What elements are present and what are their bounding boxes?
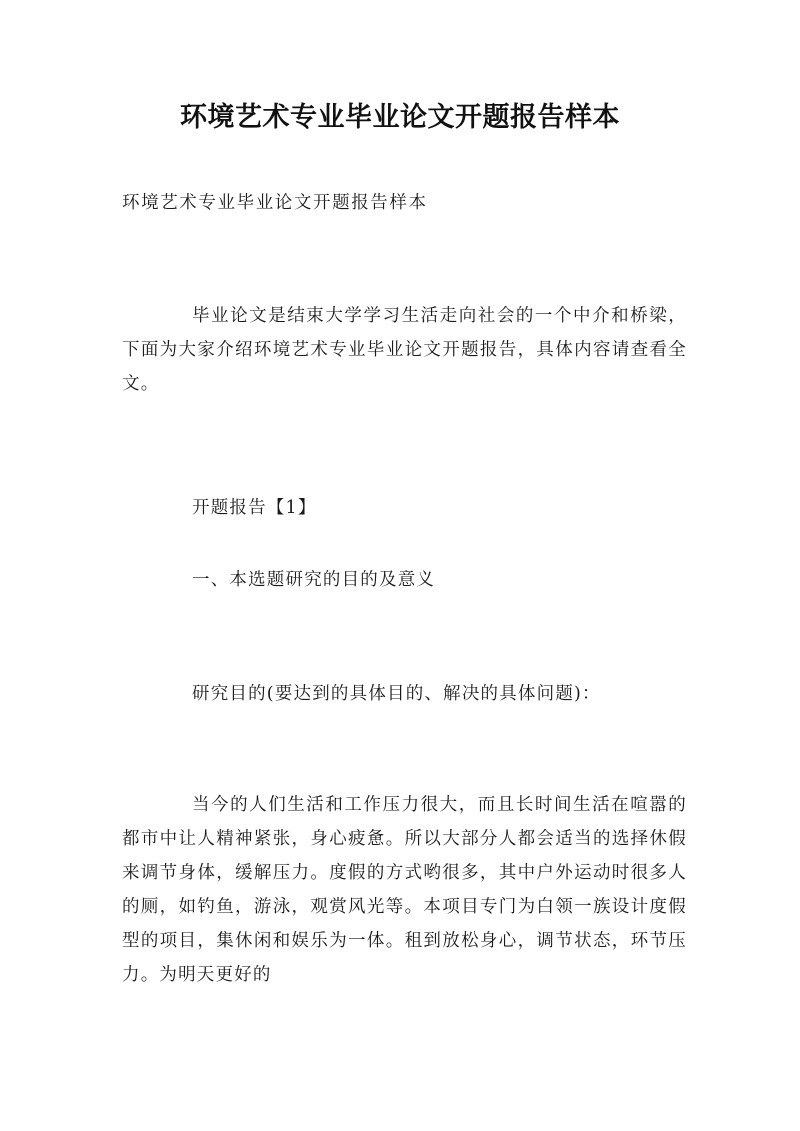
section-heading: 一、本选题研究的目的及意义 (192, 570, 436, 590)
purpose-paragraph: 当今的人们生活和工作压力很大，而且长时间生活在喧嚣的都市中让人精神紧张，身心疲惫。所以大部分人都会适当的选择休假来调节身体，缓解压力。度假的方式哟很多，其中户外运动时很多人的厕，如钓鱼，游泳，观赏风光等。本项目专门为白领一族设计度假型的项目，集休闲和娱乐为一体。租到放松身心，调节状态，环节压力。为明天更好的 (122, 795, 687, 985)
purpose-heading: 研究目的(要达到的具体目的、解决的具体问题)： (192, 684, 601, 704)
intro-paragraph: 毕业论文是结束大学学习生活走向社会的一个中介和桥梁，下面为大家介绍环境艺术专业毕业论文开题报告，具体内容请查看全文。 (122, 306, 687, 394)
document-title: 环境艺术专业毕业论文开题报告样本 (180, 102, 620, 133)
report-heading: 开题报告【1】 (192, 498, 317, 518)
document-subtitle: 环境艺术专业毕业论文开题报告样本 (122, 193, 428, 213)
